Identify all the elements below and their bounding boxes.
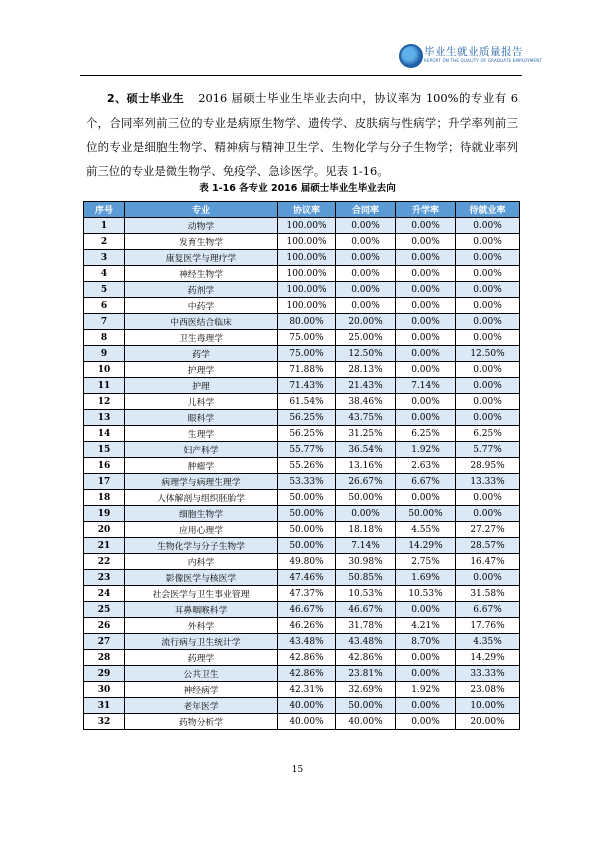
cell-index: 6 (84, 298, 125, 314)
cell-index: 9 (84, 346, 125, 362)
table-row (84, 282, 520, 298)
cell-major: 耳鼻咽喉科学 (125, 602, 278, 618)
cell-major: 生理学 (125, 426, 278, 442)
cell-pending-rate: 0.00% (456, 490, 520, 506)
cell-pending-rate: 0.00% (456, 378, 520, 394)
table-row (84, 618, 520, 634)
cell-further-study-rate: 8.70% (396, 634, 456, 650)
cell-agreement-rate: 50.00% (278, 538, 336, 554)
cell-pending-rate: 33.33% (456, 666, 520, 682)
cell-further-study-rate: 0.00% (396, 298, 456, 314)
table-row (84, 538, 520, 554)
table-header-row (84, 202, 520, 218)
table-row (84, 714, 520, 730)
cell-major: 眼科学 (125, 410, 278, 426)
cell-agreement-rate: 42.86% (278, 666, 336, 682)
cell-contract-rate: 36.54% (336, 442, 396, 458)
table-row (84, 362, 520, 378)
table-row (84, 266, 520, 282)
cell-index: 32 (84, 714, 125, 730)
table-row (84, 346, 520, 362)
cell-major: 中药学 (125, 298, 278, 314)
table-body (84, 218, 520, 730)
table-row (84, 458, 520, 474)
cell-further-study-rate: 0.00% (396, 602, 456, 618)
col-header-further-study-rate: 升学率 (396, 202, 456, 218)
table-row (84, 682, 520, 698)
cell-agreement-rate: 100.00% (278, 234, 336, 250)
cell-index: 10 (84, 362, 125, 378)
cell-further-study-rate: 2.63% (396, 458, 456, 474)
cell-contract-rate: 28.13% (336, 362, 396, 378)
cell-major: 护理学 (125, 362, 278, 378)
cell-agreement-rate: 100.00% (278, 218, 336, 234)
table-row (84, 410, 520, 426)
cell-agreement-rate: 56.25% (278, 410, 336, 426)
cell-agreement-rate: 40.00% (278, 714, 336, 730)
cell-pending-rate: 10.00% (456, 698, 520, 714)
cell-agreement-rate: 100.00% (278, 282, 336, 298)
cell-index: 16 (84, 458, 125, 474)
table-row (84, 490, 520, 506)
cell-index: 18 (84, 490, 125, 506)
col-header-agreement-rate: 协议率 (278, 202, 336, 218)
cell-pending-rate: 0.00% (456, 314, 520, 330)
section-paragraph (86, 86, 518, 183)
cell-major: 药理学 (125, 650, 278, 666)
cell-contract-rate: 38.46% (336, 394, 396, 410)
cell-index: 14 (84, 426, 125, 442)
table-row (84, 394, 520, 410)
graduate-destination-table (83, 201, 520, 730)
cell-further-study-rate: 50.00% (396, 506, 456, 522)
cell-pending-rate: 0.00% (456, 506, 520, 522)
table-row (84, 650, 520, 666)
cell-pending-rate: 4.35% (456, 634, 520, 650)
cell-contract-rate: 31.25% (336, 426, 396, 442)
cell-contract-rate: 0.00% (336, 266, 396, 282)
cell-index: 2 (84, 234, 125, 250)
cell-pending-rate: 0.00% (456, 298, 520, 314)
cell-agreement-rate: 100.00% (278, 250, 336, 266)
cell-index: 5 (84, 282, 125, 298)
cell-agreement-rate: 71.43% (278, 378, 336, 394)
cell-index: 28 (84, 650, 125, 666)
cell-pending-rate: 28.95% (456, 458, 520, 474)
cell-contract-rate: 26.67% (336, 474, 396, 490)
cell-index: 13 (84, 410, 125, 426)
cell-agreement-rate: 40.00% (278, 698, 336, 714)
cell-pending-rate: 6.67% (456, 602, 520, 618)
cell-pending-rate: 0.00% (456, 282, 520, 298)
cell-pending-rate: 14.29% (456, 650, 520, 666)
cell-major: 发育生物学 (125, 234, 278, 250)
cell-further-study-rate: 0.00% (396, 362, 456, 378)
cell-agreement-rate: 55.26% (278, 458, 336, 474)
cell-further-study-rate: 1.92% (396, 442, 456, 458)
cell-pending-rate: 0.00% (456, 410, 520, 426)
cell-pending-rate: 28.57% (456, 538, 520, 554)
logo-subtitle: REPORT ON THE QUALITY OF GRADUATE EMPLOYMENT (424, 58, 543, 63)
cell-further-study-rate: 0.00% (396, 282, 456, 298)
cell-further-study-rate: 0.00% (396, 490, 456, 506)
table-row (84, 570, 520, 586)
cell-further-study-rate: 0.00% (396, 714, 456, 730)
cell-major: 流行病与卫生统计学 (125, 634, 278, 650)
table-row (84, 522, 520, 538)
cell-index: 1 (84, 218, 125, 234)
table-row (84, 314, 520, 330)
cell-index: 23 (84, 570, 125, 586)
cell-pending-rate: 5.77% (456, 442, 520, 458)
cell-pending-rate: 6.25% (456, 426, 520, 442)
cell-agreement-rate: 50.00% (278, 506, 336, 522)
cell-agreement-rate: 80.00% (278, 314, 336, 330)
cell-index: 7 (84, 314, 125, 330)
cell-agreement-rate: 43.48% (278, 634, 336, 650)
cell-contract-rate: 0.00% (336, 218, 396, 234)
cell-index: 29 (84, 666, 125, 682)
col-header-pending-rate: 待就业率 (456, 202, 520, 218)
cell-index: 17 (84, 474, 125, 490)
table-row (84, 442, 520, 458)
cell-major: 妇产科学 (125, 442, 278, 458)
cell-major: 药学 (125, 346, 278, 362)
cell-index: 4 (84, 266, 125, 282)
logo-emblem-icon (399, 44, 423, 68)
cell-contract-rate: 10.53% (336, 586, 396, 602)
cell-pending-rate: 16.47% (456, 554, 520, 570)
cell-further-study-rate: 0.00% (396, 218, 456, 234)
header-divider (80, 75, 522, 76)
cell-index: 11 (84, 378, 125, 394)
cell-further-study-rate: 1.69% (396, 570, 456, 586)
cell-index: 26 (84, 618, 125, 634)
cell-pending-rate: 0.00% (456, 394, 520, 410)
cell-major: 影像医学与核医学 (125, 570, 278, 586)
cell-pending-rate: 0.00% (456, 250, 520, 266)
cell-agreement-rate: 53.33% (278, 474, 336, 490)
cell-further-study-rate: 10.53% (396, 586, 456, 602)
cell-major: 生物化学与分子生物学 (125, 538, 278, 554)
table-row (84, 298, 520, 314)
cell-index: 24 (84, 586, 125, 602)
table-row (84, 506, 520, 522)
cell-major: 应用心理学 (125, 522, 278, 538)
table-row (84, 554, 520, 570)
cell-major: 动物学 (125, 218, 278, 234)
cell-agreement-rate: 47.46% (278, 570, 336, 586)
cell-major: 肿瘤学 (125, 458, 278, 474)
cell-further-study-rate: 0.00% (396, 394, 456, 410)
cell-major: 儿科学 (125, 394, 278, 410)
cell-contract-rate: 0.00% (336, 506, 396, 522)
cell-further-study-rate: 0.00% (396, 330, 456, 346)
cell-further-study-rate: 0.00% (396, 410, 456, 426)
cell-pending-rate: 13.33% (456, 474, 520, 490)
cell-pending-rate: 0.00% (456, 362, 520, 378)
cell-further-study-rate: 0.00% (396, 346, 456, 362)
cell-agreement-rate: 49.80% (278, 554, 336, 570)
cell-index: 3 (84, 250, 125, 266)
cell-contract-rate: 32.69% (336, 682, 396, 698)
section-heading: 2、硕士毕业生 (107, 92, 185, 105)
cell-contract-rate: 50.00% (336, 490, 396, 506)
table-row (84, 586, 520, 602)
cell-major: 公共卫生 (125, 666, 278, 682)
cell-further-study-rate: 0.00% (396, 250, 456, 266)
cell-contract-rate: 43.75% (336, 410, 396, 426)
table-caption: 表 1-16 各专业 2016 届硕士毕业生毕业去向 (199, 183, 396, 194)
cell-pending-rate: 0.00% (456, 234, 520, 250)
section-text: 2016 届硕士毕业生毕业去向中，协议率为 100%的专业有 6 个，合同率列前三位的专业是病原生物学、遗传学、皮肤病与性病学；升学率列前三位的专业是细胞生物学、精神病与精神卫生学、生物化学与分子生物学；待就业率列前三位的专业是微生物学、免疫学、急诊医学。见表 1-16。 (86, 91, 519, 178)
cell-further-study-rate: 0.00% (396, 266, 456, 282)
cell-further-study-rate: 1.92% (396, 682, 456, 698)
cell-agreement-rate: 47.37% (278, 586, 336, 602)
cell-index: 15 (84, 442, 125, 458)
cell-major: 药物分析学 (125, 714, 278, 730)
cell-index: 30 (84, 682, 125, 698)
cell-pending-rate: 27.27% (456, 522, 520, 538)
cell-further-study-rate: 7.14% (396, 378, 456, 394)
table-row (84, 330, 520, 346)
table-row (84, 634, 520, 650)
cell-contract-rate: 7.14% (336, 538, 396, 554)
col-header-major: 专业 (125, 202, 278, 218)
cell-major: 药剂学 (125, 282, 278, 298)
cell-agreement-rate: 100.00% (278, 266, 336, 282)
cell-contract-rate: 13.16% (336, 458, 396, 474)
col-header-contract-rate: 合同率 (336, 202, 396, 218)
cell-major: 外科学 (125, 618, 278, 634)
cell-index: 20 (84, 522, 125, 538)
cell-contract-rate: 20.00% (336, 314, 396, 330)
table-row (84, 698, 520, 714)
cell-agreement-rate: 100.00% (278, 298, 336, 314)
cell-agreement-rate: 50.00% (278, 522, 336, 538)
cell-agreement-rate: 46.26% (278, 618, 336, 634)
cell-contract-rate: 50.85% (336, 570, 396, 586)
cell-agreement-rate: 42.31% (278, 682, 336, 698)
cell-agreement-rate: 75.00% (278, 346, 336, 362)
cell-contract-rate: 46.67% (336, 602, 396, 618)
col-header-index: 序号 (84, 202, 125, 218)
cell-further-study-rate: 6.67% (396, 474, 456, 490)
cell-major: 内科学 (125, 554, 278, 570)
cell-index: 19 (84, 506, 125, 522)
cell-pending-rate: 23.08% (456, 682, 520, 698)
cell-contract-rate: 40.00% (336, 714, 396, 730)
cell-contract-rate: 18.18% (336, 522, 396, 538)
cell-pending-rate: 0.00% (456, 218, 520, 234)
cell-contract-rate: 23.81% (336, 666, 396, 682)
table-row (84, 218, 520, 234)
cell-major: 神经生物学 (125, 266, 278, 282)
cell-contract-rate: 31.78% (336, 618, 396, 634)
cell-pending-rate: 0.00% (456, 330, 520, 346)
cell-contract-rate: 50.00% (336, 698, 396, 714)
table-row (84, 474, 520, 490)
table-row (84, 234, 520, 250)
cell-further-study-rate: 0.00% (396, 234, 456, 250)
cell-major: 康复医学与理疗学 (125, 250, 278, 266)
cell-further-study-rate: 0.00% (396, 314, 456, 330)
cell-agreement-rate: 46.67% (278, 602, 336, 618)
cell-pending-rate: 20.00% (456, 714, 520, 730)
cell-major: 中西医结合临床 (125, 314, 278, 330)
cell-index: 8 (84, 330, 125, 346)
cell-contract-rate: 30.98% (336, 554, 396, 570)
cell-further-study-rate: 0.00% (396, 666, 456, 682)
cell-contract-rate: 12.50% (336, 346, 396, 362)
cell-index: 25 (84, 602, 125, 618)
report-logo (399, 44, 559, 72)
cell-index: 22 (84, 554, 125, 570)
table-row (84, 250, 520, 266)
cell-further-study-rate: 14.29% (396, 538, 456, 554)
cell-index: 12 (84, 394, 125, 410)
cell-major: 病理学与病理生理学 (125, 474, 278, 490)
cell-further-study-rate: 4.55% (396, 522, 456, 538)
cell-contract-rate: 0.00% (336, 298, 396, 314)
cell-major: 护理 (125, 378, 278, 394)
cell-major: 社会医学与卫生事业管理 (125, 586, 278, 602)
cell-agreement-rate: 42.86% (278, 650, 336, 666)
cell-pending-rate: 0.00% (456, 266, 520, 282)
logo-title: 毕业生就业质量报告 (424, 46, 523, 58)
cell-further-study-rate: 2.75% (396, 554, 456, 570)
cell-agreement-rate: 61.54% (278, 394, 336, 410)
cell-agreement-rate: 50.00% (278, 490, 336, 506)
cell-contract-rate: 0.00% (336, 234, 396, 250)
cell-contract-rate: 0.00% (336, 250, 396, 266)
cell-index: 27 (84, 634, 125, 650)
cell-pending-rate: 31.58% (456, 586, 520, 602)
cell-further-study-rate: 0.00% (396, 650, 456, 666)
cell-contract-rate: 21.43% (336, 378, 396, 394)
cell-index: 21 (84, 538, 125, 554)
cell-major: 卫生毒理学 (125, 330, 278, 346)
cell-agreement-rate: 71.88% (278, 362, 336, 378)
page-number: 15 (291, 765, 304, 775)
cell-major: 人体解剖与组织胚胎学 (125, 490, 278, 506)
cell-pending-rate: 17.76% (456, 618, 520, 634)
cell-further-study-rate: 6.25% (396, 426, 456, 442)
cell-pending-rate: 0.00% (456, 570, 520, 586)
cell-major: 神经病学 (125, 682, 278, 698)
cell-agreement-rate: 56.25% (278, 426, 336, 442)
table-row (84, 426, 520, 442)
cell-agreement-rate: 55.77% (278, 442, 336, 458)
cell-index: 31 (84, 698, 125, 714)
cell-further-study-rate: 4.21% (396, 618, 456, 634)
cell-agreement-rate: 75.00% (278, 330, 336, 346)
table-row (84, 602, 520, 618)
cell-major: 老年医学 (125, 698, 278, 714)
table-row (84, 378, 520, 394)
cell-contract-rate: 43.48% (336, 634, 396, 650)
cell-further-study-rate: 0.00% (396, 698, 456, 714)
cell-contract-rate: 0.00% (336, 282, 396, 298)
cell-pending-rate: 12.50% (456, 346, 520, 362)
cell-major: 细胞生物学 (125, 506, 278, 522)
table-row (84, 666, 520, 682)
cell-contract-rate: 42.86% (336, 650, 396, 666)
cell-contract-rate: 25.00% (336, 330, 396, 346)
